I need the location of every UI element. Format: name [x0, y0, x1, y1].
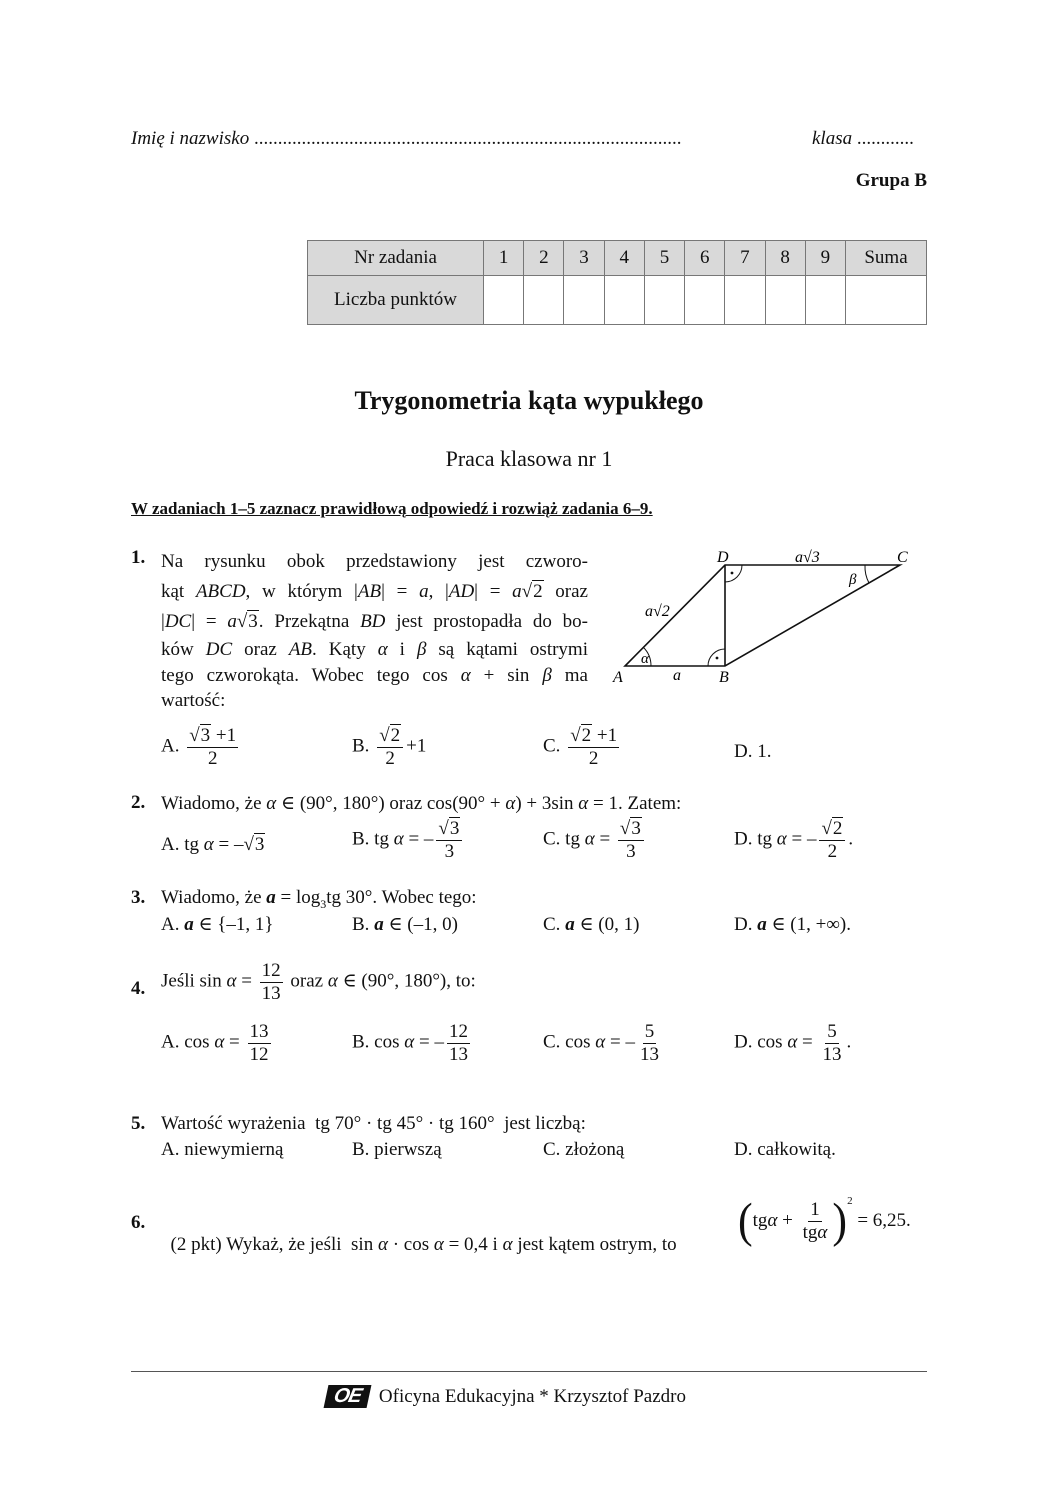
- col-header: 3: [564, 241, 604, 276]
- text: | =: [474, 581, 513, 602]
- answer-option[interactable]: [543, 725, 622, 770]
- text: α: [203, 834, 214, 855]
- vertex-c: C: [897, 549, 908, 566]
- text: α: [327, 970, 338, 992]
- side-ad-label: a√2: [645, 603, 670, 620]
- col-header: 1: [484, 241, 524, 276]
- text: α: [767, 1210, 778, 1231]
- question-number: 4.: [131, 978, 146, 999]
- text: a: [757, 914, 767, 935]
- denominator: 13: [822, 1043, 842, 1065]
- text: oraz: [232, 639, 289, 660]
- answer-option[interactable]: [734, 1021, 851, 1066]
- text: +1: [406, 735, 427, 757]
- text: tg: [752, 1210, 768, 1231]
- text: tg 30°. Wobec tego:: [326, 887, 477, 908]
- numerator: 13: [249, 1021, 269, 1042]
- denominator: 2: [588, 747, 599, 769]
- text: jest kątem ostrym, to: [512, 1234, 677, 1255]
- text: , |: [428, 581, 449, 602]
- text: .: [848, 828, 854, 850]
- left-paren: (: [738, 1193, 753, 1248]
- text: α: [460, 665, 471, 686]
- text: a: [266, 887, 276, 908]
- text: +1: [592, 725, 618, 746]
- option-label: C.: [543, 735, 561, 757]
- group-label: Grupa B: [855, 170, 927, 191]
- radicand: 3: [449, 818, 460, 839]
- q1-line2: [161, 577, 588, 607]
- answer-option[interactable]: [352, 913, 458, 936]
- col-header: 4: [604, 241, 644, 276]
- class-label: klasa: [812, 128, 853, 149]
- q1-line1: Na rysunku obok przedstawiony jest czworo-: [161, 551, 588, 572]
- text: ∈ (90°, 180°) oraz cos(90° +: [276, 793, 506, 814]
- fraction: $\frac{√2 +1}{2}$: [570, 725, 618, 769]
- text: , w którym |: [245, 581, 358, 602]
- text: = –: [403, 828, 434, 850]
- question-number: 5.: [131, 1113, 146, 1134]
- answer-option[interactable]: [734, 818, 853, 863]
- radicand: 2: [581, 725, 592, 746]
- answer-option[interactable]: D. 1.: [734, 741, 772, 762]
- answer-option[interactable]: [352, 725, 426, 770]
- answer-option[interactable]: [161, 1021, 274, 1066]
- answer-option[interactable]: [352, 818, 465, 863]
- score-cell[interactable]: [846, 276, 927, 325]
- radicand: 3: [254, 834, 265, 855]
- col-header: 5: [644, 241, 684, 276]
- fraction: [801, 1199, 830, 1244]
- text: a: [512, 581, 522, 602]
- side-dc-label: a√3: [795, 549, 820, 566]
- text: AB: [357, 581, 382, 602]
- exponent: 2: [847, 1195, 853, 1207]
- denominator: 3: [626, 840, 636, 862]
- name-line: [131, 128, 681, 150]
- option-label: B.: [352, 735, 370, 757]
- text: α: [787, 1031, 798, 1053]
- fraction: [248, 1021, 271, 1066]
- row-header: Liczba punktów: [308, 276, 484, 325]
- fraction: $\frac{√3}{3}$: [618, 818, 644, 863]
- q2-text: [161, 792, 681, 815]
- fraction: [447, 1021, 470, 1066]
- question-number: 6.: [131, 1212, 146, 1233]
- instruction: W zadaniach 1–5 zaznacz prawidłową odpowiedź i rozwiąż zadania 6–9.: [131, 499, 653, 518]
- numerator: 12: [261, 960, 281, 981]
- text: = –: [213, 834, 244, 855]
- question-number: 3.: [131, 887, 146, 908]
- subscript: 3: [320, 896, 327, 911]
- score-cell[interactable]: [644, 276, 684, 325]
- footer-divider: [131, 1371, 927, 1372]
- text: tego czworokąta. Wobec tego cos: [161, 665, 461, 686]
- option-label: A.: [161, 735, 180, 757]
- denominator: 13: [261, 982, 281, 1004]
- table-row: [308, 241, 927, 276]
- numerator: 1: [810, 1198, 820, 1220]
- q1-line4: [161, 637, 588, 663]
- answer-option[interactable]: [543, 913, 639, 936]
- text: .: [846, 1031, 852, 1053]
- score-cell[interactable]: [484, 276, 524, 325]
- option-label: C. tg: [543, 828, 585, 850]
- text: ∈ (1, +∞).: [766, 914, 851, 935]
- denominator: 2: [827, 840, 838, 862]
- text: β: [416, 639, 427, 660]
- text: = 1. Zatem:: [588, 793, 682, 814]
- option-label: A. cos: [161, 1031, 215, 1053]
- text: + sin: [470, 665, 543, 686]
- text: = 0,4 i: [443, 1234, 503, 1255]
- text: +: [777, 1210, 798, 1231]
- text: α: [404, 1031, 415, 1053]
- text: β: [542, 665, 552, 686]
- answer-option[interactable]: [161, 725, 241, 770]
- text: ∈ (–1, 0): [383, 914, 458, 935]
- text: α: [595, 1031, 606, 1053]
- text: . Kąty: [312, 639, 378, 660]
- q1-line3: [161, 607, 588, 637]
- col-header: 8: [765, 241, 805, 276]
- q6-expression: [738, 1193, 911, 1249]
- denominator: 2: [385, 747, 395, 769]
- answer-option[interactable]: C. złożoną: [543, 1139, 625, 1160]
- right-angle-d: [725, 565, 742, 582]
- publisher-logo: OE: [324, 1385, 372, 1408]
- fraction: $\frac{√3 +1}{2}$: [189, 725, 237, 769]
- text: . Przekątna: [258, 611, 361, 632]
- fraction: $\frac{√2}{2}$: [377, 725, 403, 770]
- score-cell[interactable]: [564, 276, 604, 325]
- q5-text: Wartość wyrażenia tg 70° · tg 45° · tg 160° jest liczbą:: [161, 1113, 586, 1134]
- text: α: [578, 793, 589, 814]
- text: jest prostopadła do bo-: [385, 611, 588, 632]
- denominator: 13: [639, 1043, 659, 1065]
- text: =: [224, 1031, 245, 1053]
- text: ma: [551, 665, 588, 686]
- answer-option[interactable]: [543, 1021, 664, 1066]
- text: α: [214, 1031, 225, 1053]
- text: Wiadomo, że: [161, 887, 267, 908]
- footer: [326, 1385, 686, 1408]
- radicand: 2: [832, 818, 843, 839]
- text: = –: [605, 1031, 635, 1053]
- text: α: [377, 1234, 388, 1255]
- q4-text: [161, 960, 476, 1005]
- text: AD: [448, 581, 475, 602]
- answer-option[interactable]: A. niewymierną: [161, 1139, 284, 1160]
- fraction: $\frac{√2}{2}$: [819, 818, 845, 863]
- col-header: 2: [524, 241, 564, 276]
- text: (2 pkt) Wykaż, że jeśli sin: [170, 1234, 378, 1255]
- q3-text: [161, 887, 477, 912]
- option-label: C. cos: [543, 1031, 596, 1053]
- col-header: 6: [685, 241, 725, 276]
- vertex-b: B: [719, 669, 729, 686]
- text: α: [266, 793, 277, 814]
- page-title: Trygonometria kąta wypukłego: [354, 386, 704, 415]
- question-number: 1.: [131, 547, 146, 568]
- text: α: [433, 1234, 444, 1255]
- score-cell[interactable]: [604, 276, 644, 325]
- text: Jeśli sin: [161, 970, 227, 992]
- class-line: [812, 128, 914, 150]
- answer-option[interactable]: [352, 1021, 473, 1066]
- score-cell[interactable]: [685, 276, 725, 325]
- vertex-a: A: [613, 669, 623, 686]
- option-label: D. cos: [734, 1031, 788, 1053]
- question-number: 2.: [131, 792, 146, 813]
- text: ∈ {–1, 1}: [193, 914, 274, 935]
- text: AB: [288, 639, 313, 660]
- row-header: Nr zadania: [308, 241, 484, 276]
- text: α: [505, 793, 516, 814]
- option-label: A.: [161, 914, 185, 935]
- text: α: [584, 828, 595, 850]
- right-paren: ): [832, 1193, 848, 1248]
- text: | =: [381, 581, 420, 602]
- text: α: [776, 828, 787, 850]
- sqrt: √3: [243, 834, 265, 855]
- score-cell[interactable]: [725, 276, 765, 325]
- fraction: $\frac{√3}{3}$: [436, 818, 462, 863]
- text: = –: [786, 828, 817, 850]
- score-cell[interactable]: [805, 276, 845, 325]
- answer-option[interactable]: [161, 913, 274, 936]
- option-label: D.: [734, 914, 758, 935]
- sqrt: √2: [521, 581, 543, 602]
- option-label: D. tg: [734, 828, 777, 850]
- text: | =: [191, 611, 228, 632]
- fraction: [638, 1021, 661, 1066]
- text: a: [227, 611, 237, 632]
- class-dots[interactable]: ............: [856, 128, 914, 149]
- text: ∈ (0, 1): [574, 914, 640, 935]
- answer-option[interactable]: [734, 913, 851, 936]
- option-label: B. cos: [352, 1031, 405, 1053]
- text: a: [419, 581, 429, 602]
- text: = log: [275, 887, 321, 908]
- radicand: 3: [631, 818, 641, 839]
- text: Wiadomo, że: [161, 793, 267, 814]
- text: i: [387, 639, 417, 660]
- text: =: [797, 1031, 818, 1053]
- text: DC: [164, 611, 192, 632]
- text: α: [377, 639, 388, 660]
- text: są kątami ostrymi: [426, 639, 588, 660]
- denominator: 13: [448, 1043, 468, 1065]
- text: +1: [211, 725, 237, 746]
- text: tg: [802, 1221, 818, 1243]
- text: BD: [360, 611, 386, 632]
- numerator: 12: [448, 1021, 468, 1042]
- text: α: [226, 970, 237, 992]
- text: ∈ (90°, 180°), to:: [337, 970, 476, 992]
- answer-option[interactable]: [161, 834, 265, 856]
- text: a: [184, 914, 194, 935]
- option-label: C.: [543, 914, 566, 935]
- answer-option[interactable]: D. całkowitą.: [734, 1139, 836, 1160]
- text: oraz: [543, 581, 588, 602]
- numerator: 5: [827, 1021, 837, 1042]
- radicand: 3: [200, 725, 211, 746]
- answer-option[interactable]: [543, 818, 647, 863]
- text: oraz: [285, 970, 328, 992]
- page-subtitle: Praca klasowa nr 1: [445, 446, 613, 471]
- text: α: [502, 1234, 513, 1255]
- text: =: [594, 828, 615, 850]
- col-header: 7: [725, 241, 765, 276]
- answer-option[interactable]: B. pierwszą: [352, 1139, 442, 1160]
- fraction: [821, 1021, 844, 1066]
- name-label: Imię i nazwisko: [131, 128, 250, 149]
- option-label: B.: [352, 914, 375, 935]
- denominator: 2: [207, 747, 218, 769]
- text: = –: [414, 1031, 444, 1053]
- right-angle-dot: [731, 572, 734, 575]
- quadrilateral-figure: [605, 540, 925, 690]
- q6-text: [161, 1212, 677, 1256]
- text: ) + 3sin: [515, 793, 579, 814]
- denominator: 12: [249, 1043, 269, 1065]
- text: ków: [161, 639, 206, 660]
- vertex-d: D: [717, 549, 729, 566]
- publisher-name: Oficyna Edukacyjna * Krzysztof Pazdro: [378, 1385, 686, 1407]
- score-cell[interactable]: [524, 276, 564, 325]
- text: a: [374, 914, 384, 935]
- text: DC: [205, 639, 233, 660]
- angle-beta-label: β: [849, 572, 857, 588]
- score-table: [307, 240, 927, 325]
- text: α: [393, 828, 404, 850]
- col-header: Suma: [846, 241, 927, 276]
- text: α: [817, 1221, 828, 1243]
- text: a: [565, 914, 575, 935]
- side-ab-label: a: [673, 667, 681, 684]
- text: · cos: [387, 1234, 434, 1255]
- angle-alpha-label: α: [641, 651, 649, 667]
- q1-line5: [161, 663, 588, 689]
- text: ABCD: [195, 581, 246, 602]
- q1-line6: wartość:: [161, 690, 226, 711]
- q1-text: [161, 547, 588, 713]
- text: |: [161, 611, 165, 632]
- option-label: A. tg: [161, 834, 204, 855]
- denominator: 3: [444, 840, 455, 862]
- col-header: 9: [805, 241, 845, 276]
- radicand: 2: [390, 725, 401, 746]
- text: = 6,25.: [852, 1210, 911, 1231]
- numerator: 5: [644, 1021, 655, 1042]
- text: =: [236, 970, 257, 992]
- sqrt: √3: [236, 611, 258, 632]
- name-dots[interactable]: ..........................................................................................: [253, 128, 682, 149]
- angle-beta-arc: [865, 565, 869, 583]
- fraction: [260, 960, 283, 1005]
- table-row: [308, 276, 927, 325]
- option-label: B. tg: [352, 828, 394, 850]
- right-angle-dot: [716, 657, 719, 660]
- score-cell[interactable]: [765, 276, 805, 325]
- text: kąt: [161, 581, 196, 602]
